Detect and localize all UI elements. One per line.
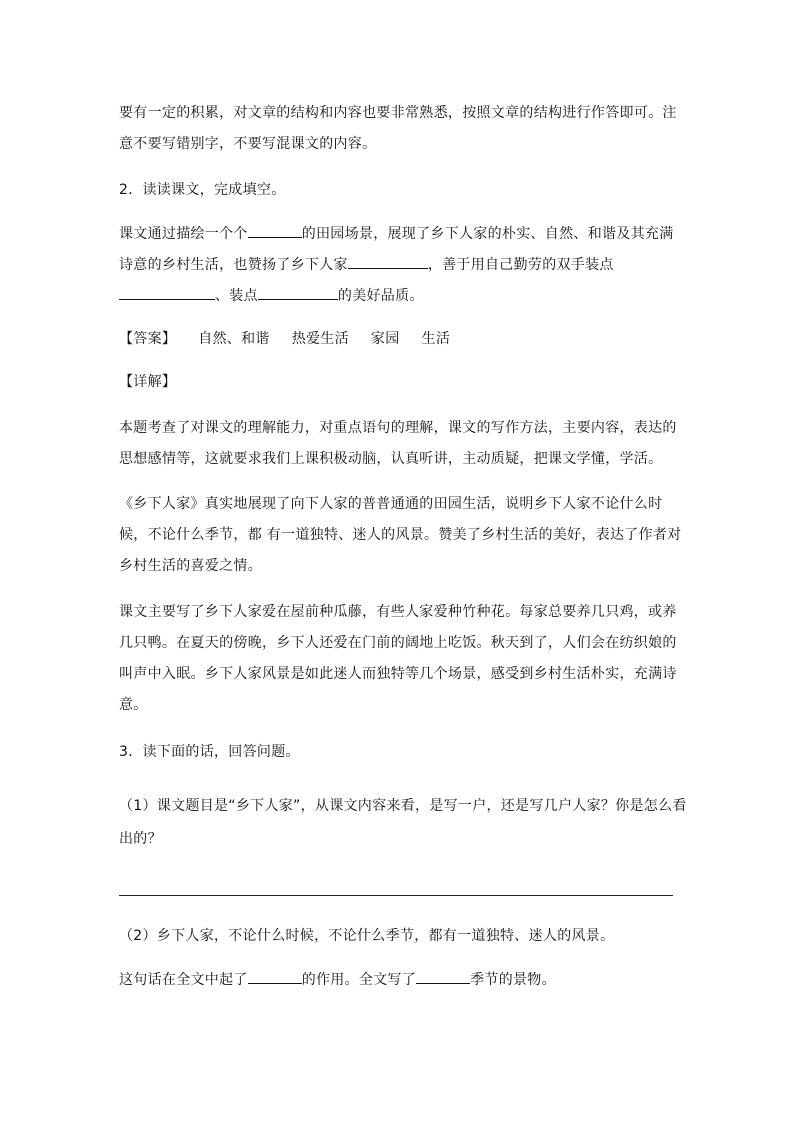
answer-blank[interactable] [348, 254, 428, 269]
fill-text: 的美好品质。 [337, 288, 424, 304]
fill-blank-line-4 [119, 969, 556, 990]
answer-blank[interactable] [119, 285, 215, 300]
answer-blank[interactable] [258, 285, 338, 300]
paragraph-line: 意。 [119, 697, 148, 713]
answer-blank[interactable] [248, 223, 302, 238]
paragraph-line: 意不要写错别字，不要写混课文的内容。 [119, 136, 377, 152]
question-3-2: （2）乡下人家，不论什么时候，不论什么季节，都有一道独特、迷人的风景。 [119, 928, 615, 944]
fill-text: 这句话在全文中起了 [119, 972, 248, 988]
fill-text: 季节的景物。 [470, 972, 556, 988]
fill-text: 、装点 [215, 288, 258, 304]
answer-item: 家园 [370, 331, 400, 347]
question-3-1: （1）课文题目是“乡下人家”，从课文内容来看，是写一户，还是写几户人家？你是怎么看 [119, 798, 687, 814]
fill-text: 的作用。全文写了 [301, 972, 417, 988]
paragraph-line: 本题考查了对课文的理解能力，对重点语句的理解，课文的写作方法，主要内容，表达的 [119, 420, 677, 436]
paragraph-line: 思想感情等，这就要求我们上课积极动脑，认真听讲，主动质疑，把课文学懂，学活。 [119, 451, 663, 467]
paragraph-line: 要有一定的积累，对文章的结构和内容也要非常熟悉，按照文章的结构进行作答即可。注 [119, 105, 677, 121]
paragraph-line: 课文主要写了乡下人家爱在屋前种瓜藤，有些人家爱种竹种花。每家总要养几只鸡，或养 [119, 604, 677, 620]
fill-text: ，善于用自己勤劳的双手装点 [427, 257, 614, 273]
paragraph-line: 叫声中入眠。乡下人家风景是如此迷人而独特等几个场景，感受到乡村生活朴实，充满诗 [119, 666, 677, 682]
fill-blank-line-1 [119, 223, 674, 244]
answer-blank[interactable] [416, 969, 470, 984]
answer-item: 热爱生活 [291, 331, 349, 347]
fill-text: 的田园场景，展现了乡下人家的朴实、自然、和谐及其充满 [301, 226, 674, 242]
fill-blank-line-3 [119, 285, 424, 306]
answer-blank[interactable] [248, 969, 302, 984]
paragraph-line: 《乡下人家》真实地展现了向下人家的普普通通的田园生活，说明乡下人家不论什么时 [119, 496, 663, 512]
question-2-title: 2．读读课文，完成填空。 [119, 182, 286, 198]
answer-item: 自然、和谐 [198, 331, 270, 347]
question-3-title: 3．读下面的话，回答问题。 [119, 744, 300, 760]
fill-blank-line-2 [119, 254, 614, 275]
answer-tag: 【答案】 [119, 331, 177, 347]
paragraph-line: 候，不论什么季节，都 有一道独特、迷人的风景。赞美了乡村生活的美好，表达了作者对 [119, 527, 682, 543]
paragraph-line: 乡村生活的喜爱之情。 [119, 558, 262, 574]
fill-text: 诗意的乡村生活，也赞扬了乡下人家 [119, 257, 348, 273]
answer-line [119, 329, 472, 349]
paragraph-line: 几只鸭。在夏天的傍晚，乡下人还爱在门前的阔地上吃饭。秋天到了，人们会在纺织娘的 [119, 635, 677, 651]
fill-text: 课文通过描绘一个个 [119, 226, 248, 242]
answer-underline[interactable] [119, 895, 673, 896]
detail-tag: 【详解】 [119, 374, 177, 390]
answer-item: 生活 [421, 331, 451, 347]
question-3-1-cont: 出的？ [119, 831, 162, 847]
